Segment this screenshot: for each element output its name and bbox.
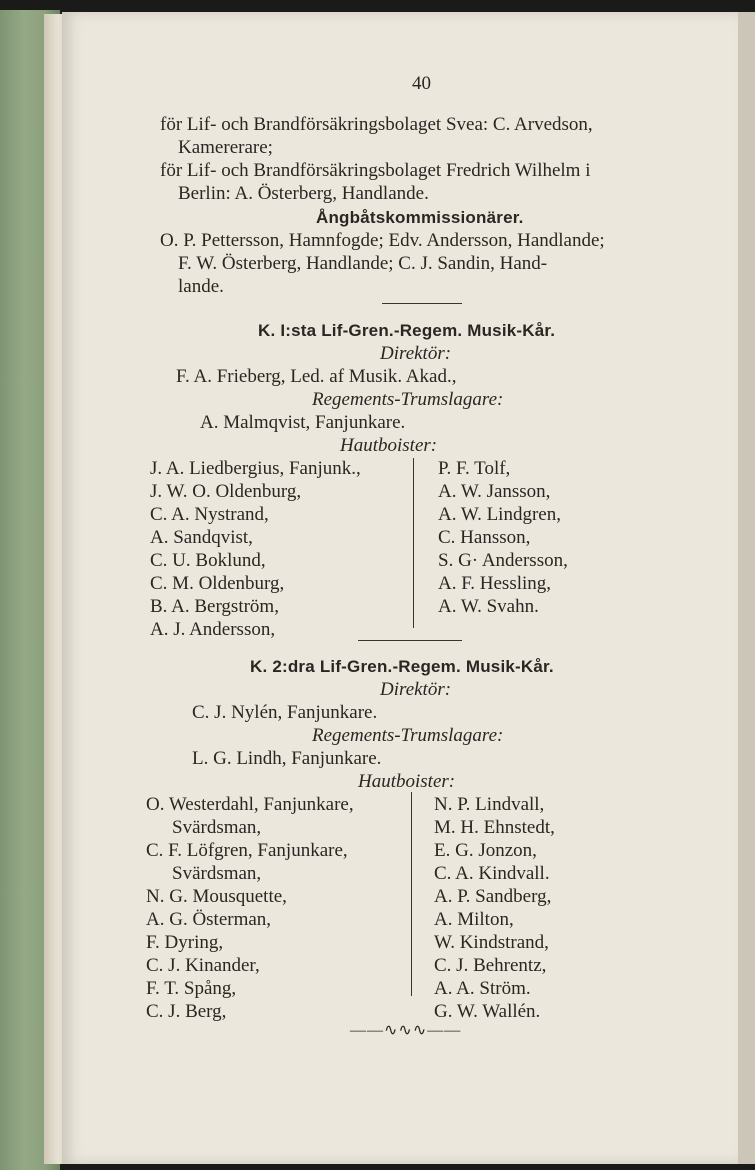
ang-line-3: lande. [178,276,224,297]
k2-right-9: A. A. Ström. [434,978,531,999]
k2-trumslagare-label: Regements-Trumslagare: [312,725,504,746]
k1-right-1: P. F. Tolf, [438,458,511,479]
k2-left-1: O. Westerdahl, Fanjunkare, [146,794,354,815]
k1-direktor: F. A. Frieberg, Led. af Musik. Akad., [176,366,457,387]
k1-right-2: A. W. Jansson, [438,481,551,502]
section-divider [358,640,462,641]
k1-right-5: S. G· Andersson, [438,550,568,571]
k2-left-8: C. J. Kinander, [146,955,260,976]
k1-left-6: C. M. Oldenburg, [150,573,285,594]
page-number: 40 [412,73,431,94]
k2-column-divider [411,792,412,996]
k2-right-4: C. A. Kindvall. [434,863,550,884]
k1-left-7: B. A. Bergström, [150,596,279,617]
k2-left-9: F. T. Spång, [146,978,237,999]
k2-trumslagare: L. G. Lindh, Fanjunkare. [192,748,382,769]
k1-hautboister-label: Hautboister: [340,435,438,456]
k2-right-8: C. J. Behrentz, [434,955,547,976]
k2-hautboister-label: Hautboister: [358,771,456,792]
ang-line-2: F. W. Österberg, Handlande; C. J. Sandin, Hand- [178,253,548,274]
k1-right-3: A. W. Lindgren, [438,504,561,525]
k2-left-2: Svärdsman, [172,817,262,838]
intro-line-3: för Lif- och Brandförsäkringsbolaget Fredrich Wilhelm i [160,160,591,181]
k1-left-8: A. J. Andersson, [150,619,276,640]
heading-k2: K. 2:dra Lif-Gren.-Regem. Musik-Kår. [250,657,554,676]
k1-right-7: A. W. Svahn. [438,596,539,617]
k2-right-10: G. W. Wallén. [434,1001,541,1022]
k2-left-6: A. G. Österman, [146,909,272,930]
k1-right-6: A. F. Hessling, [438,573,552,594]
k1-direktor-label: Direktör: [380,343,452,364]
k2-right-1: N. P. Lindvall, [434,794,545,815]
k1-trumslagare-label: Regements-Trumslagare: [312,389,504,410]
k1-left-2: J. W. O. Oldenburg, [150,481,302,502]
k1-column-divider [413,458,414,628]
k2-left-10: C. J. Berg, [146,1001,227,1022]
intro-line-4: Berlin: A. Österberg, Handlande. [178,183,429,204]
heading-k1: K. I:sta Lif-Gren.-Regem. Musik-Kår. [258,321,556,340]
k2-left-3: C. F. Löfgren, Fanjunkare, [146,840,348,861]
k2-direktor-label: Direktör: [380,679,452,700]
k2-direktor: C. J. Nylén, Fanjunkare. [192,702,378,723]
section-divider [382,303,462,304]
k1-trumslagare: A. Malmqvist, Fanjunkare. [200,412,406,433]
k1-left-3: C. A. Nystrand, [150,504,269,525]
k2-left-5: N. G. Mousquette, [146,886,287,907]
k2-left-7: F. Dyring, [146,932,224,953]
k2-right-6: A. Milton, [434,909,514,930]
k2-left-4: Svärdsman, [172,863,262,884]
heading-angbatskommissionarer: Ångbåtskommissionärer. [316,208,524,227]
k2-right-2: M. H. Ehnstedt, [434,817,555,838]
intro-line-2: Kamererare; [178,137,273,158]
end-flourish: ——∿∿∿—— [350,1022,462,1039]
k1-left-1: J. A. Liedbergius, Fanjunk., [150,458,361,479]
intro-line-1: för Lif- och Brandförsäkringsbolaget Svea: C. Arvedson, [160,114,593,135]
k1-right-4: C. Hansson, [438,527,531,548]
ang-line-1: O. P. Pettersson, Hamnfogde; Edv. Andersson, Handlande; [160,230,605,251]
k2-right-5: A. P. Sandberg, [434,886,552,907]
k1-left-4: A. Sandqvist, [150,527,253,548]
k2-right-3: E. G. Jonzon, [434,840,537,861]
k2-right-7: W. Kindstrand, [434,932,549,953]
k1-left-5: C. U. Boklund, [150,550,266,571]
